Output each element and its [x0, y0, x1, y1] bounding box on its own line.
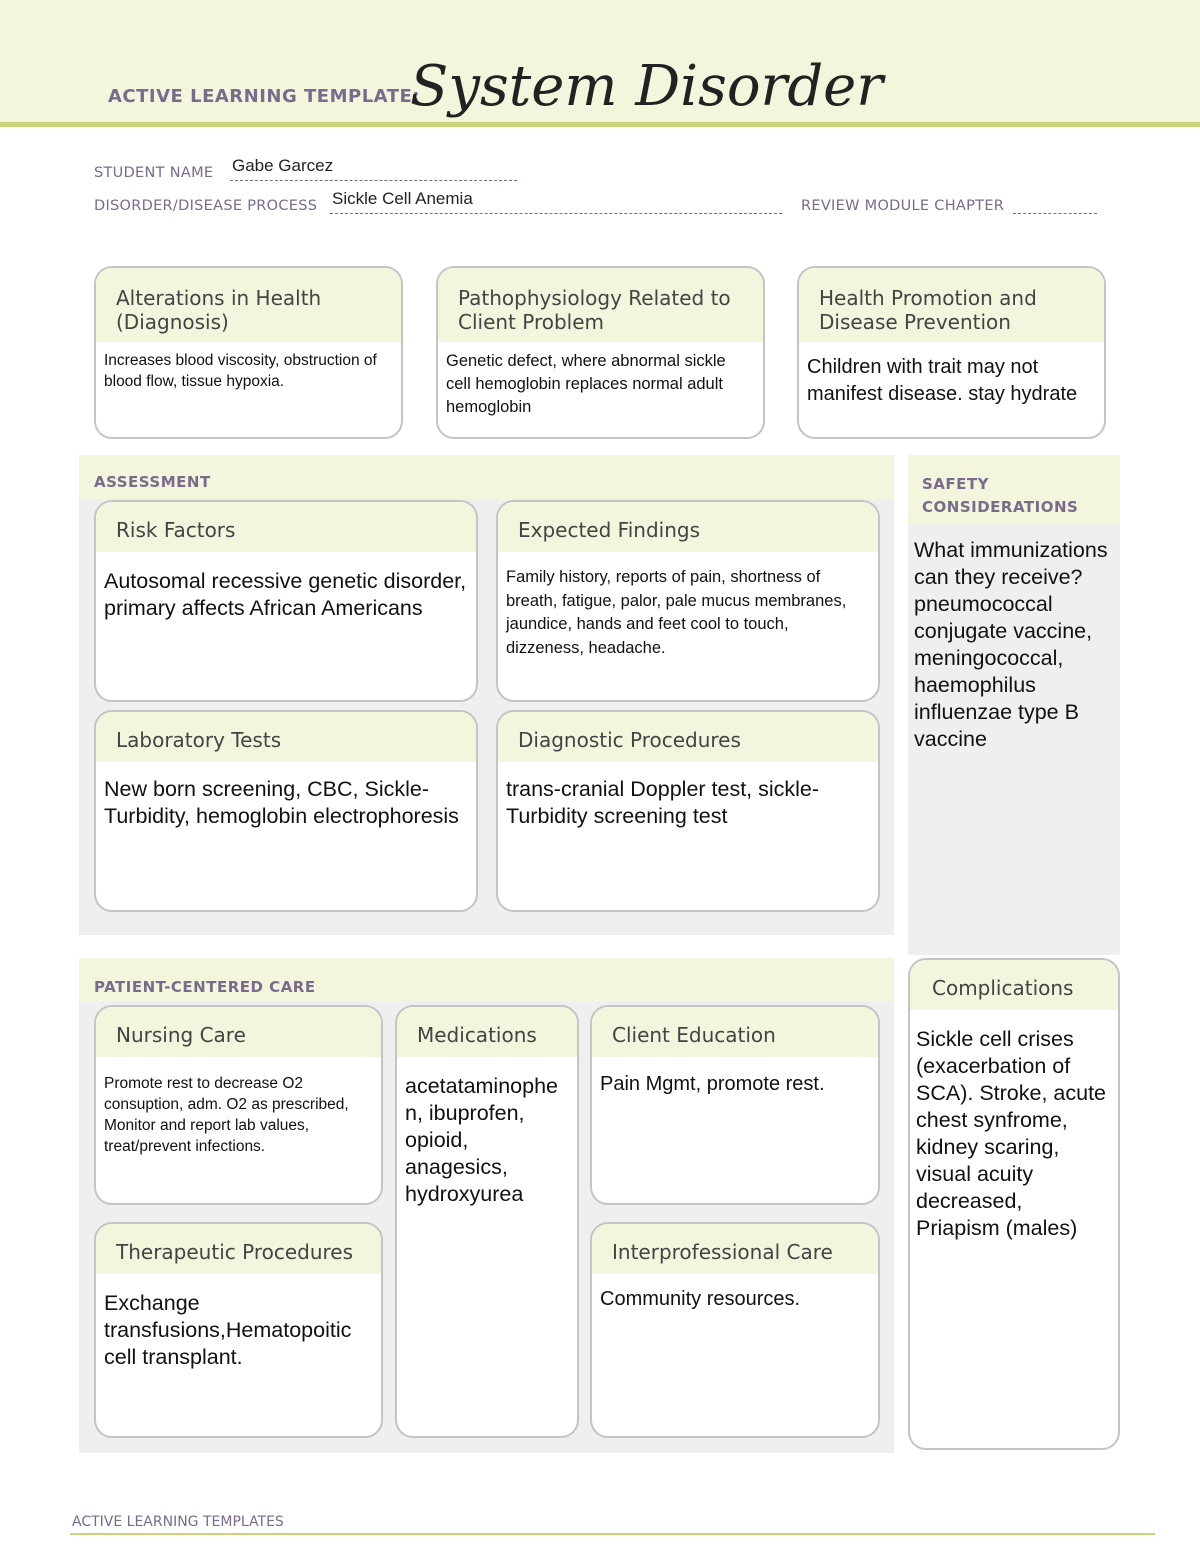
expected-findings-body: Family history, reports of pain, shortness of breath, fatigue, palor, pale mucus membranes, jaundice, hands and feet cool to touch, dizzeness, headache.	[506, 568, 847, 657]
laboratory-tests-card	[94, 710, 478, 912]
student-name-field[interactable]	[230, 156, 517, 181]
disease-process-label: DISORDER/DISEASE PROCESS	[94, 198, 318, 214]
risk-factors-body: Autosomal recessive genetic disorder, primary affects African Americans	[104, 569, 467, 620]
safety-title: SAFETY CONSIDERATIONS	[922, 475, 1079, 516]
template-label: ACTIVE LEARNING TEMPLATE:	[108, 86, 420, 107]
health-promotion-title: Health Promotion and Disease Prevention	[799, 268, 1104, 342]
alterations-body: Increases blood viscosity, obstruction of blood flow, tissue hypoxia.	[104, 352, 377, 390]
therapeutic-procedures-title: Therapeutic Procedures	[96, 1224, 381, 1274]
diagnostic-procedures-body: trans-cranial Doppler test, sickle-Turbidity screening test	[506, 777, 820, 828]
diagnostic-procedures-title: Diagnostic Procedures	[498, 712, 878, 762]
patient-centered-care-title: PATIENT-CENTERED CARE	[94, 978, 316, 996]
safety-body: What immunizations can they receive? pneumococcal conjugate vaccine, meningococcal, haemophilus influenzae type B vaccine	[914, 538, 1108, 751]
complications-title: Complications	[910, 960, 1118, 1010]
expected-findings-card	[496, 500, 880, 702]
diagnostic-procedures-card	[496, 710, 880, 912]
client-education-title: Client Education	[592, 1007, 878, 1057]
alterations-card	[94, 266, 403, 439]
interprofessional-care-body: Community resources.	[600, 1288, 801, 1310]
complications-card	[908, 958, 1120, 1450]
interprofessional-care-card	[590, 1222, 880, 1438]
template-title: System Disorder	[410, 54, 884, 119]
header-rule	[0, 122, 1200, 127]
risk-factors-title: Risk Factors	[96, 502, 476, 552]
laboratory-tests-body: New born screening, CBC, Sickle-Turbidity, hemoglobin electrophoresis	[104, 777, 459, 828]
assessment-title: ASSESSMENT	[94, 473, 211, 491]
disease-process-value: Sickle Cell Anemia	[332, 189, 473, 208]
risk-factors-card	[94, 500, 478, 702]
expected-findings-title: Expected Findings	[498, 502, 878, 552]
interprofessional-care-title: Interprofessional Care	[592, 1224, 878, 1274]
disease-process-field[interactable]	[330, 189, 782, 214]
footer-rule	[70, 1533, 1155, 1535]
health-promotion-body: Children with trait may not manifest disease. stay hydrate	[807, 356, 1078, 405]
student-name-label: STUDENT NAME	[94, 165, 214, 181]
medications-body: acetataminophe n, ibuprofen, opioid, anagesics, hydroxyurea	[405, 1074, 558, 1206]
medications-title: Medications	[397, 1007, 577, 1057]
safety-section	[908, 455, 1120, 955]
pathophysiology-body: Genetic defect, where abnormal sickle cell hemoglobin replaces normal adult hemoglobin	[446, 352, 726, 416]
footer-text: ACTIVE LEARNING TEMPLATES	[72, 1514, 284, 1530]
nursing-care-card	[94, 1005, 383, 1205]
student-name-value: Gabe Garcez	[232, 156, 334, 175]
nursing-care-body: Promote rest to decrease O2 consuption, adm. O2 as prescribed, Monitor and report lab values, treat/prevent infections.	[104, 1075, 349, 1155]
review-module-field[interactable]	[1013, 193, 1097, 214]
client-education-body: Pain Mgmt, promote rest.	[600, 1073, 825, 1095]
medications-card	[395, 1005, 579, 1438]
therapeutic-procedures-card	[94, 1222, 383, 1438]
complications-body: Sickle cell crises (exacerbation of SCA). Stroke, acute chest synfrome, kidney scaring, visual acuity decreased, Priapism (males)	[916, 1027, 1106, 1240]
pathophysiology-title: Pathophysiology Related to Client Problem	[438, 268, 763, 342]
therapeutic-procedures-body: Exchange transfusions,Hematopoitic cell transplant.	[104, 1291, 352, 1369]
health-promotion-card	[797, 266, 1106, 439]
alterations-title: Alterations in Health (Diagnosis)	[96, 268, 401, 342]
pathophysiology-card	[436, 266, 765, 439]
review-module-label: REVIEW MODULE CHAPTER	[801, 198, 1005, 214]
client-education-card	[590, 1005, 880, 1205]
laboratory-tests-title: Laboratory Tests	[96, 712, 476, 762]
nursing-care-title: Nursing Care	[96, 1007, 381, 1057]
